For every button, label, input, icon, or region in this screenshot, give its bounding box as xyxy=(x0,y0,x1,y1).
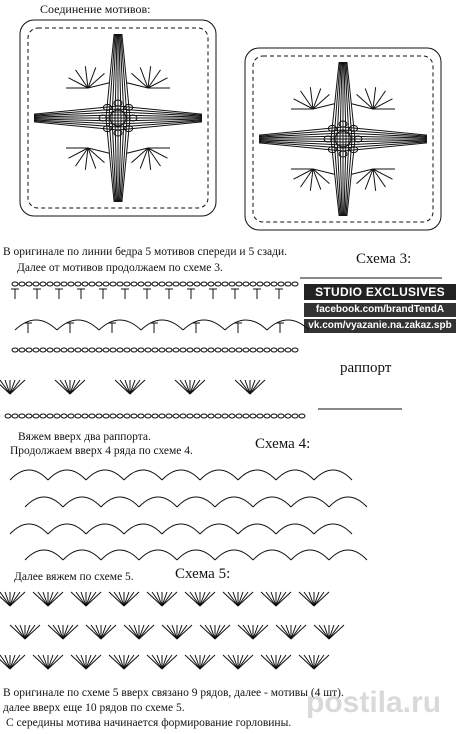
scheme3-chain-row-2 xyxy=(194,348,200,352)
scheme3-chain-row-3 xyxy=(47,414,53,418)
scheme5-fan-row-3 xyxy=(304,655,314,669)
scheme5-fan-row xyxy=(0,592,10,606)
scheme3-chain-row-3 xyxy=(243,414,249,418)
scheme3-chain-row xyxy=(131,282,137,286)
scheme4-arch-row-3 xyxy=(238,524,276,534)
scheme3-chain-row-2 xyxy=(145,348,151,352)
scheme3-chain-row-3 xyxy=(299,414,305,418)
scheme4-arch-row xyxy=(238,470,276,480)
scheme4-arch-row-2 xyxy=(139,497,177,507)
scheme3-chain-row xyxy=(47,282,53,286)
badge-studio-name: STUDIO EXCLUSIVES xyxy=(304,284,456,300)
page-title: Соединение мотивов: xyxy=(40,2,151,16)
scheme3-chain-row-2 xyxy=(208,348,214,352)
scheme3-chain-row-2 xyxy=(54,348,60,352)
scheme3-chain-row xyxy=(33,282,39,286)
scheme3-chain-row xyxy=(124,282,130,286)
scheme3-chain-row-3 xyxy=(145,414,151,418)
scheme3-chain-row xyxy=(222,282,228,286)
scheme5-fan-row-2 xyxy=(215,625,225,639)
scheme3-chain-row-2 xyxy=(243,348,249,352)
scheme3-chain-row xyxy=(271,282,277,286)
scheme3-chain-row-2 xyxy=(96,348,102,352)
scheme4-arch-row-3 xyxy=(276,524,314,534)
scheme5-fan-row xyxy=(304,592,314,606)
scheme5-fan-row xyxy=(152,592,162,606)
scheme4-arch-row-4 xyxy=(63,550,101,560)
scheme5-fan-row-3 xyxy=(76,655,86,669)
scheme3-chain-row xyxy=(201,282,207,286)
scheme5-fan-row-3 xyxy=(38,655,48,669)
scheme3-arch-row xyxy=(141,320,183,330)
scheme3-chain-row-2 xyxy=(173,348,179,352)
scheme5-fan-row-3 xyxy=(152,655,162,669)
scheme3-chain-row-3 xyxy=(208,414,214,418)
scheme3-chain-row-2 xyxy=(26,348,32,352)
scheme4-arch-row-2 xyxy=(253,497,291,507)
scheme4-arch-row-3 xyxy=(10,524,48,534)
scheme3-chain-row-3 xyxy=(278,414,284,418)
scheme5-fan-row-2 xyxy=(205,625,215,639)
scheme3-chain-row xyxy=(12,282,18,286)
scheme3-chain-row xyxy=(145,282,151,286)
scheme3-chain-row-3 xyxy=(75,414,81,418)
scheme3-chain-row-3 xyxy=(173,414,179,418)
scheme3-chain-row-2 xyxy=(33,348,39,352)
scheme3-chain-row-2 xyxy=(222,348,228,352)
badge-facebook: facebook.com/brandTendA xyxy=(304,303,456,317)
scheme4-arch-row-4 xyxy=(25,550,63,560)
scheme3-chain-row-3 xyxy=(117,414,123,418)
scheme3-chain-row-2 xyxy=(131,348,137,352)
scheme3-heading: Схема 3: xyxy=(356,251,412,267)
scheme3-chain-row xyxy=(278,282,284,286)
scheme5-fan-row-2 xyxy=(91,625,101,639)
scheme3-chain-row-2 xyxy=(68,348,74,352)
scheme3-chain-row-2 xyxy=(271,348,277,352)
scheme3-chain-row-3 xyxy=(194,414,200,418)
scheme3-chain-row xyxy=(54,282,60,286)
scheme3-chain-row-3 xyxy=(26,414,32,418)
scheme4-arch-row xyxy=(200,470,238,480)
scheme3-chain-row-3 xyxy=(5,414,11,418)
scheme4-arch-row-2 xyxy=(177,497,215,507)
note-continue-scheme3: Далее от мотивов продолжаем по схеме 3. xyxy=(17,262,223,274)
scheme3-arch-row xyxy=(225,320,267,330)
scheme4-arch-row-4 xyxy=(291,550,329,560)
scheme5-fan-row-3 xyxy=(276,655,286,669)
scheme3-chain-row-3 xyxy=(187,414,193,418)
scheme3-chain-row-3 xyxy=(19,414,25,418)
note-hip-line: В оригинале по линии бедра 5 мотивов спереди и 5 сзади. xyxy=(3,246,287,258)
scheme3-chain-row-3 xyxy=(131,414,137,418)
scheme5-fan-row-2 xyxy=(329,625,339,639)
scheme3-chain-row-3 xyxy=(96,414,102,418)
scheme3-arch-row xyxy=(99,320,141,330)
scheme3-chain-row-3 xyxy=(222,414,228,418)
scheme3-chain-row-3 xyxy=(138,414,144,418)
note-scheme4-rows: Продолжаем вверх 4 ряда по схеме 4. xyxy=(10,445,193,457)
scheme5-fan-row xyxy=(38,592,48,606)
scheme3-chain-row xyxy=(40,282,46,286)
scheme3-fan-row xyxy=(70,380,80,394)
scheme3-fan-row xyxy=(60,380,70,394)
rapport-label: раппорт xyxy=(340,360,392,376)
scheme3-fan-row xyxy=(250,380,260,394)
scheme3-arch-row xyxy=(267,320,309,330)
scheme5-fan-row xyxy=(162,592,172,606)
scheme5-heading: Схема 5: xyxy=(175,566,231,582)
scheme3-chain-row xyxy=(250,282,256,286)
scheme3-fan-row xyxy=(120,380,130,394)
scheme3-chain-row-3 xyxy=(68,414,74,418)
scheme3-chain-row-2 xyxy=(264,348,270,352)
scheme5-fan-row-3 xyxy=(190,655,200,669)
scheme5-fan-row xyxy=(124,592,134,606)
scheme4-arch-row-2 xyxy=(215,497,253,507)
scheme3-chain-row-3 xyxy=(89,414,95,418)
scheme3-chain-row xyxy=(19,282,25,286)
scheme3-fan-row xyxy=(0,380,10,394)
scheme3-chain-row-3 xyxy=(110,414,116,418)
scheme3-fan-row xyxy=(130,380,140,394)
scheme5-fan-row-2 xyxy=(53,625,63,639)
note-original-rows: В оригинале по схеме 5 вверх связано 9 рядов, далее - мотивы (4 шт). xyxy=(3,687,344,699)
scheme3-chain-row xyxy=(75,282,81,286)
scheme3-chain-row-3 xyxy=(82,414,88,418)
scheme4-arch-row xyxy=(162,470,200,480)
scheme3-chain-row-2 xyxy=(236,348,242,352)
scheme3-chain-row-3 xyxy=(250,414,256,418)
scheme5-fan-row-3 xyxy=(10,655,20,669)
scheme3-chain-row-2 xyxy=(257,348,263,352)
scheme5-fan-row xyxy=(266,592,276,606)
scheme3-fan-row xyxy=(240,380,250,394)
scheme4-arch-row-3 xyxy=(200,524,238,534)
scheme3-chain-row xyxy=(243,282,249,286)
scheme5-fan-row-2 xyxy=(25,625,35,639)
scheme3-chain-row xyxy=(257,282,263,286)
scheme3-chain-row-2 xyxy=(117,348,123,352)
scheme3-chain-row xyxy=(229,282,235,286)
badge-vk: vk.com/vyazanie.na.zakaz.spb xyxy=(304,319,456,333)
scheme4-arch-row-2 xyxy=(101,497,139,507)
scheme3-chain-row-2 xyxy=(278,348,284,352)
scheme3-chain-row-3 xyxy=(124,414,130,418)
scheme5-fan-row-2 xyxy=(129,625,139,639)
scheme3-chain-row xyxy=(68,282,74,286)
scheme3-chain-row-3 xyxy=(180,414,186,418)
scheme5-fan-row xyxy=(48,592,58,606)
scheme5-fan-row-3 xyxy=(114,655,124,669)
scheme4-arch-row xyxy=(86,470,124,480)
scheme3-chain-row-2 xyxy=(138,348,144,352)
scheme3-chain-row xyxy=(26,282,32,286)
scheme5-fan-row-3 xyxy=(238,655,248,669)
scheme5-fan-row xyxy=(276,592,286,606)
scheme4-arch-row xyxy=(124,470,162,480)
scheme3-fan-row xyxy=(190,380,200,394)
scheme3-chain-row-3 xyxy=(166,414,172,418)
scheme5-fan-row-3 xyxy=(0,655,10,669)
scheme4-arch-row-4 xyxy=(329,550,367,560)
scheme3-arch-row xyxy=(183,320,225,330)
scheme3-chain-row xyxy=(110,282,116,286)
scheme4-arch-row-3 xyxy=(314,524,352,534)
scheme3-chain-row-2 xyxy=(180,348,186,352)
scheme3-chain-row xyxy=(89,282,95,286)
scheme5-fan-row-2 xyxy=(177,625,187,639)
scheme3-chain-row-3 xyxy=(271,414,277,418)
scheme4-arch-row-2 xyxy=(291,497,329,507)
scheme5-fan-row-2 xyxy=(291,625,301,639)
scheme5-fan-row xyxy=(314,592,324,606)
scheme5-fan-row-2 xyxy=(15,625,25,639)
scheme3-chain-row-2 xyxy=(124,348,130,352)
scheme4-arch-row-2 xyxy=(25,497,63,507)
scheme3-chain-row-2 xyxy=(250,348,256,352)
scheme5-fan-row-2 xyxy=(281,625,291,639)
scheme3-fan-row xyxy=(10,380,20,394)
scheme3-chain-row xyxy=(159,282,165,286)
scheme3-chain-row xyxy=(103,282,109,286)
scheme5-fan-row-2 xyxy=(167,625,177,639)
scheme5-fan-row-3 xyxy=(86,655,96,669)
scheme5-fan-row xyxy=(114,592,124,606)
scheme5-fan-row xyxy=(190,592,200,606)
scheme3-chain-row-3 xyxy=(229,414,235,418)
scheme5-fan-row-2 xyxy=(253,625,263,639)
scheme3-chain-row-2 xyxy=(75,348,81,352)
scheme3-chain-row-2 xyxy=(187,348,193,352)
scheme4-arch-row-3 xyxy=(162,524,200,534)
scheme4-arch-row-3 xyxy=(48,524,86,534)
scheme5-fan-row xyxy=(228,592,238,606)
scheme5-fan-row-3 xyxy=(200,655,210,669)
note-two-rapports: Вяжем вверх два раппорта. xyxy=(18,431,151,443)
scheme3-chain-row xyxy=(215,282,221,286)
scheme5-fan-row-2 xyxy=(319,625,329,639)
scheme5-fan-row-2 xyxy=(243,625,253,639)
scheme5-fan-row xyxy=(200,592,210,606)
scheme3-chain-row-2 xyxy=(201,348,207,352)
scheme4-arch-row-4 xyxy=(139,550,177,560)
scheme3-chain-row-2 xyxy=(159,348,165,352)
scheme3-chain-row-2 xyxy=(110,348,116,352)
scheme5-fan-row-2 xyxy=(63,625,73,639)
scheme3-chain-row xyxy=(82,282,88,286)
scheme3-chain-row-2 xyxy=(40,348,46,352)
scheme5-fan-row-3 xyxy=(314,655,324,669)
scheme3-chain-row-3 xyxy=(159,414,165,418)
scheme3-chain-row-2 xyxy=(82,348,88,352)
scheme3-chain-row-2 xyxy=(19,348,25,352)
scheme4-arch-row-4 xyxy=(177,550,215,560)
scheme3-chain-row-2 xyxy=(152,348,158,352)
scheme3-chain-row-3 xyxy=(12,414,18,418)
note-neckline: С середины мотива начинается формирование горловины. xyxy=(6,717,292,729)
scheme5-fan-row-3 xyxy=(162,655,172,669)
scheme3-chain-row-2 xyxy=(229,348,235,352)
note-scheme5: Далее вяжем по схеме 5. xyxy=(14,571,134,583)
scheme5-fan-row-3 xyxy=(48,655,58,669)
scheme3-chain-row-3 xyxy=(215,414,221,418)
scheme3-chain-row-3 xyxy=(257,414,263,418)
scheme3-chain-row xyxy=(208,282,214,286)
scheme3-chain-row xyxy=(96,282,102,286)
scheme3-chain-row-2 xyxy=(12,348,18,352)
scheme5-fan-row xyxy=(86,592,96,606)
scheme3-chain-row xyxy=(285,282,291,286)
scheme3-chain-row-3 xyxy=(292,414,298,418)
scheme3-chain-row-3 xyxy=(152,414,158,418)
scheme3-chain-row-2 xyxy=(47,348,53,352)
scheme3-chain-row-3 xyxy=(285,414,291,418)
scheme5-fan-row-2 xyxy=(139,625,149,639)
scheme3-chain-row-3 xyxy=(61,414,67,418)
scheme3-chain-row xyxy=(264,282,270,286)
scheme4-arch-row-3 xyxy=(124,524,162,534)
scheme5-fan-row-2 xyxy=(101,625,111,639)
scheme5-fan-row-3 xyxy=(124,655,134,669)
scheme4-arch-row-2 xyxy=(63,497,101,507)
scheme3-chain-row xyxy=(173,282,179,286)
scheme3-chain-row-3 xyxy=(264,414,270,418)
scheme5-fan-row xyxy=(238,592,248,606)
scheme3-chain-row-3 xyxy=(33,414,39,418)
scheme3-chain-row xyxy=(187,282,193,286)
scheme4-heading: Схема 4: xyxy=(255,436,311,452)
scheme3-chain-row-2 xyxy=(215,348,221,352)
scheme3-chain-row-2 xyxy=(166,348,172,352)
scheme3-chain-row-2 xyxy=(285,348,291,352)
scheme3-chain-row xyxy=(166,282,172,286)
scheme3-chain-row xyxy=(194,282,200,286)
scheme3-chain-row xyxy=(61,282,67,286)
scheme3-chain-row-2 xyxy=(103,348,109,352)
scheme3-arch-row xyxy=(15,320,57,330)
scheme3-fan-row xyxy=(180,380,190,394)
scheme5-fan-row xyxy=(10,592,20,606)
scheme3-chain-row-3 xyxy=(201,414,207,418)
scheme3-chain-row-2 xyxy=(89,348,95,352)
watermark: postila.ru xyxy=(306,686,442,719)
scheme4-arch-row xyxy=(314,470,352,480)
scheme3-chain-row-2 xyxy=(292,348,298,352)
scheme5-fan-row-3 xyxy=(266,655,276,669)
scheme3-chain-row xyxy=(236,282,242,286)
scheme5-fan-row xyxy=(76,592,86,606)
scheme3-chain-row xyxy=(180,282,186,286)
scheme4-arch-row xyxy=(10,470,48,480)
scheme4-arch-row-4 xyxy=(215,550,253,560)
scheme3-chain-row-3 xyxy=(54,414,60,418)
scheme3-chain-row-3 xyxy=(40,414,46,418)
scheme3-chain-row xyxy=(292,282,298,286)
scheme4-arch-row-4 xyxy=(101,550,139,560)
scheme3-chain-row-3 xyxy=(236,414,242,418)
scheme3-chain-row-3 xyxy=(103,414,109,418)
note-ten-rows: далее вверх еще 10 рядов по схеме 5. xyxy=(3,702,185,714)
scheme4-arch-row xyxy=(276,470,314,480)
scheme3-chain-row-2 xyxy=(61,348,67,352)
scheme4-arch-row-2 xyxy=(329,497,367,507)
scheme4-arch-row xyxy=(48,470,86,480)
scheme3-chain-row xyxy=(138,282,144,286)
scheme4-arch-row-4 xyxy=(253,550,291,560)
scheme3-arch-row xyxy=(57,320,99,330)
scheme5-fan-row-3 xyxy=(228,655,238,669)
scheme3-chain-row xyxy=(152,282,158,286)
scheme4-arch-row-3 xyxy=(86,524,124,534)
scheme3-chain-row xyxy=(117,282,123,286)
